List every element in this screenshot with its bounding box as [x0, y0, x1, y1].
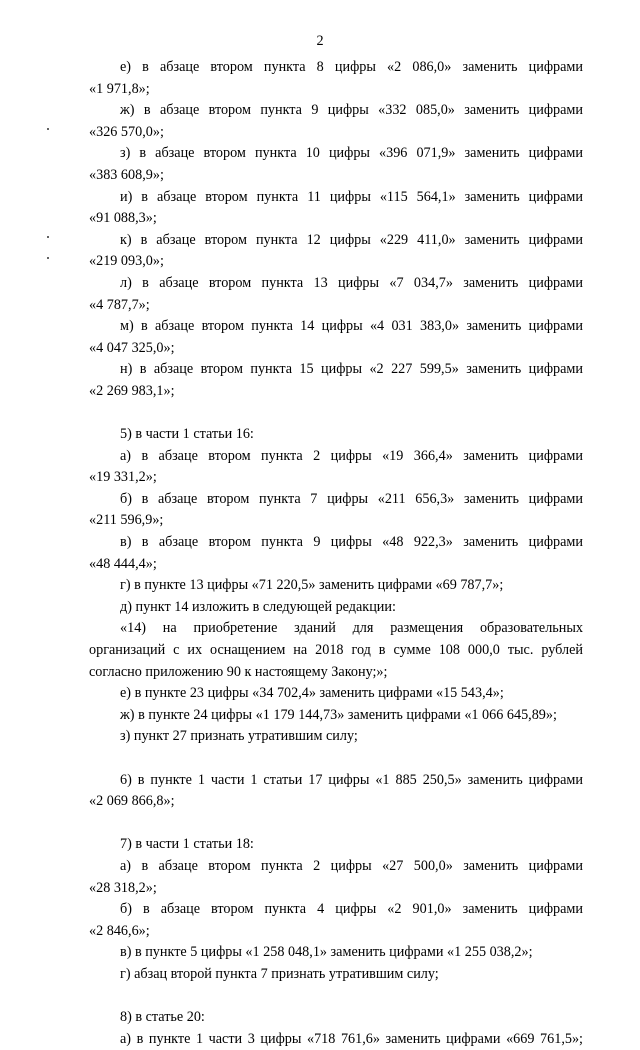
text-line: «4 787,7»; [89, 296, 150, 313]
amendment-section [89, 57, 583, 403]
text-line: г) абзац второй пункта 7 признать утратившим силу; [120, 965, 439, 982]
margin-mark [47, 128, 49, 130]
text-line: «2 269 983,1»; [89, 382, 175, 399]
text-line: б) в абзаце втором пункта 7 цифры «211 656,3» заменить цифрами [120, 490, 583, 507]
text-line: «219 093,0»; [89, 253, 164, 270]
margin-mark [47, 257, 49, 259]
text-line: ж) в пункте 24 цифры «1 179 144,73» заменить цифрами «1 066 645,89»; [120, 706, 557, 723]
text-line: «91 088,3»; [89, 210, 157, 227]
text-line: «28 318,2»; [89, 879, 157, 896]
text-line: «48 444,4»; [89, 555, 157, 572]
text-line: 7) в части 1 статьи 18: [120, 836, 254, 853]
text-line: б) в абзаце втором пункта 4 цифры «2 901,0» заменить цифрами [120, 901, 583, 918]
text-line: «4 047 325,0»; [89, 339, 175, 356]
text-line: «326 570,0»; [89, 123, 164, 140]
text-line: з) в абзаце втором пункта 10 цифры «396 071,9» заменить цифрами [120, 145, 583, 162]
margin-mark [47, 236, 49, 238]
text-line: согласно приложению 90 к настоящему Закону;»; [89, 663, 388, 680]
text-line: «1 971,8»; [89, 80, 150, 97]
text-line: л) в абзаце втором пункта 13 цифры «7 034,7» заменить цифрами [120, 274, 583, 291]
document-body [89, 57, 583, 1050]
paragraph-gap [89, 403, 583, 425]
text-line: «211 596,9»; [89, 512, 164, 529]
text-line: «14) на приобретение зданий для размещения образовательных [120, 620, 583, 637]
text-line: к) в абзаце втором пункта 12 цифры «229 411,0» заменить цифрами [120, 231, 583, 248]
text-line: «2 846,6»; [89, 922, 150, 939]
text-line: н) в абзаце втором пункта 15 цифры «2 227 599,5» заменить цифрами [120, 361, 583, 378]
text-line: а) в пункте 1 части 3 цифры «718 761,6» заменить цифрами «669 761,5»; [120, 1030, 583, 1047]
text-line: в) в абзаце втором пункта 9 цифры «48 922,3» заменить цифрами [120, 534, 583, 551]
amendment-section [89, 424, 583, 748]
text-line: 8) в статье 20: [120, 1009, 205, 1026]
page-number: 2 [316, 33, 324, 49]
amendment-section [89, 1007, 583, 1050]
text-line: г) в пункте 13 цифры «71 220,5» заменить цифрами «69 787,7»; [120, 577, 504, 594]
text-line: «19 331,2»; [89, 469, 157, 486]
text-line: м) в абзаце втором пункта 14 цифры «4 031 383,0» заменить цифрами [120, 318, 583, 335]
text-line: в) в пункте 5 цифры «1 258 048,1» заменить цифрами «1 255 038,2»; [120, 944, 533, 961]
paragraph-gap [89, 748, 583, 770]
text-line: д) пункт 14 изложить в следующей редакции: [120, 598, 396, 615]
text-line: а) в абзаце втором пункта 2 цифры «27 500,0» заменить цифрами [120, 857, 583, 874]
text-line: «383 608,9»; [89, 166, 164, 183]
text-line: е) в абзаце втором пункта 8 цифры «2 086,0» заменить цифрами [120, 59, 583, 75]
amendment-section [89, 770, 583, 813]
text-line: и) в абзаце втором пункта 11 цифры «115 564,1» заменить цифрами [120, 188, 583, 205]
text-line: «2 069 866,8»; [89, 793, 175, 810]
text-line: а) в абзаце втором пункта 2 цифры «19 366,4» заменить цифрами [120, 447, 583, 464]
paragraph-gap [89, 986, 583, 1008]
text-line: организаций с их оснащением на 2018 год в сумме 108 000,0 тыс. рублей [89, 642, 583, 659]
paragraph-gap [89, 813, 583, 835]
text-line: 6) в пункте 1 части 1 статьи 17 цифры «1 885 250,5» заменить цифрами [120, 771, 583, 788]
text-line: ж) в абзаце втором пункта 9 цифры «332 085,0» заменить цифрами [120, 102, 583, 119]
amendment-section [89, 834, 583, 985]
text-line: 5) в части 1 статьи 16: [120, 426, 254, 443]
text-line: е) в пункте 23 цифры «34 702,4» заменить цифрами «15 543,4»; [120, 685, 504, 702]
text-line: з) пункт 27 признать утратившим силу; [120, 728, 358, 745]
